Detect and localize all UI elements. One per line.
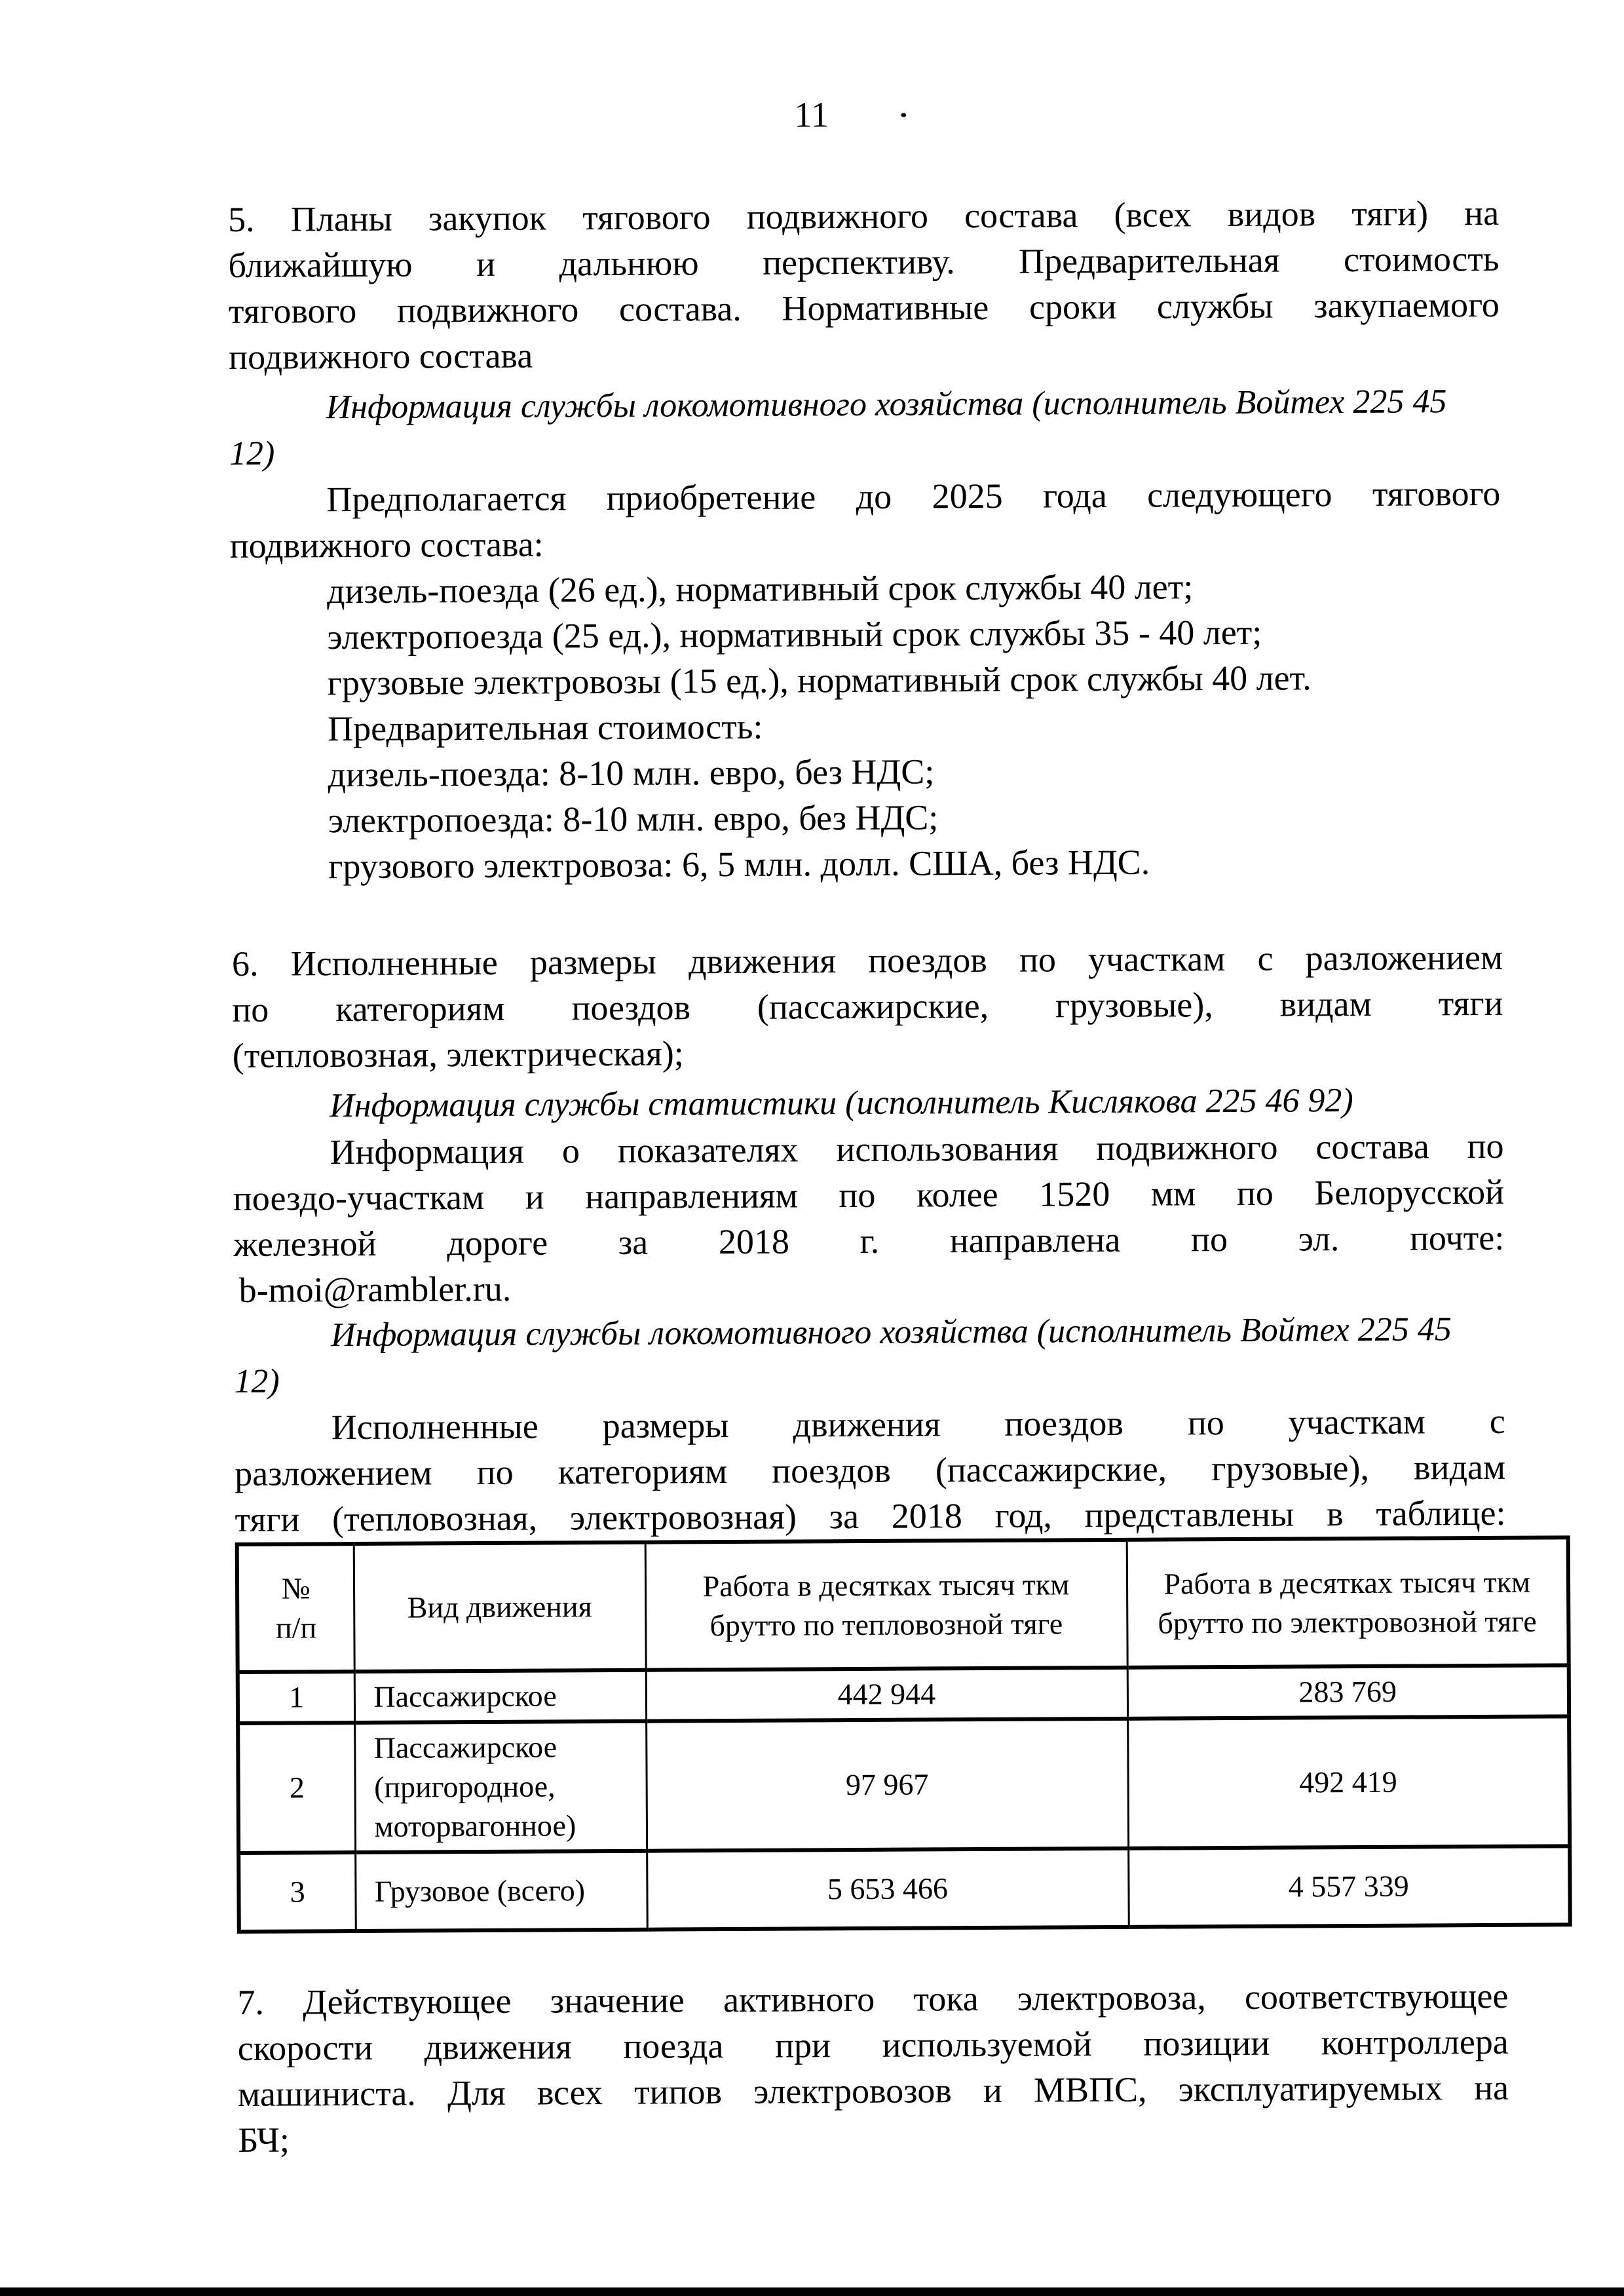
section-6-heading-line: по категориям поездов (пассажирские, грузовые), видам тяги xyxy=(232,983,1503,1030)
paragraph-line: Информация о показателях использования подвижного состава по xyxy=(330,1126,1504,1172)
section-6-sizes-paragraph xyxy=(235,1398,1506,1542)
paragraph-line: тяги (тепловозная, электровозная) за 2018 год, представлены в таблице: xyxy=(235,1493,1506,1539)
header-number xyxy=(237,1544,354,1672)
section-7-heading-line: БЧ; xyxy=(238,2120,290,2160)
section-5-list xyxy=(230,562,1503,890)
paragraph-line: поездо-участкам и направлениям по колее 1520 мм по Белорусской xyxy=(233,1172,1505,1218)
service-note-locomotive: Информация службы локомотивного хозяйства (исполнитель Войтех 225 45 12) xyxy=(234,1311,1452,1400)
movement-type: Пассажирское (пригородное, моторвагонное) xyxy=(354,1721,647,1852)
list-item: электропоезда (25 ед.), нормативный срок службы 35 - 40 лет; xyxy=(327,612,1262,657)
section-7-heading-line: машиниста. Для всех типов электровозов и МВПС, эксплуатируемых на xyxy=(237,2067,1509,2114)
list-item: Предварительная стоимость: xyxy=(328,706,763,749)
scan-edge-artifact xyxy=(0,2287,1624,2296)
header-electric-work: Работа в десятках тысяч ткм брутто по электровозной тяге xyxy=(1127,1537,1569,1668)
movement-type: Пассажирское xyxy=(354,1670,646,1723)
list-item: дизель-поезда (26 ед.), нормативный срок службы 40 лет; xyxy=(326,567,1194,611)
page-number: 11 xyxy=(794,94,829,135)
section-6-info-paragraph xyxy=(233,1123,1504,1313)
service-note-statistics: Информация службы статистики (исполнитель Кислякова 225 46 92) xyxy=(330,1082,1353,1125)
list-item: электропоезда: 8-10 млн. евро, без НДС; xyxy=(328,797,939,841)
section-5-heading-line: ближайшую и дальнюю перспективу. Предварительная стоимость xyxy=(228,239,1500,286)
section-7-heading-line: скорости движения поезда при используемой позиции контроллера xyxy=(237,2021,1509,2068)
section-5-heading-line: 5. Планы закупок тягового подвижного состава (всех видов тяги) на xyxy=(227,193,1500,240)
email-address: b-moi@rambler.ru. xyxy=(238,1269,512,1310)
paragraph-line: разложением по категориям поездов (пассажирские, грузовые), видам xyxy=(234,1447,1506,1493)
header-number-line1: № xyxy=(281,1571,311,1605)
list-item: грузового электровоза: 6, 5 млн. долл. США, без НДС. xyxy=(328,842,1150,887)
movement-type: Грузовое (всего) xyxy=(355,1851,647,1931)
table-header-row xyxy=(237,1537,1569,1672)
electric-value: 4 557 339 xyxy=(1128,1846,1570,1927)
section-5-heading-line: тягового подвижного состава. Нормативные сроки службы закупаемого xyxy=(228,284,1500,332)
list-item: грузовые электровозы (15 ед.), нормативный срок службы 40 лет. xyxy=(327,658,1312,703)
diesel-value: 97 967 xyxy=(646,1719,1128,1851)
row-number: 2 xyxy=(238,1723,355,1853)
paragraph-line: Предполагается приобретение до 2025 года следующего тягового xyxy=(326,473,1501,520)
section-6-heading-line: (тепловозная, электрическая); xyxy=(232,1033,684,1076)
diesel-value: 442 944 xyxy=(646,1668,1127,1721)
header-movement-type: Вид движения xyxy=(354,1542,646,1672)
traffic-work-table xyxy=(235,1535,1572,1934)
table-row xyxy=(238,1716,1570,1853)
header-number-line2: п/п xyxy=(275,1610,317,1645)
header-diesel-work: Работа в десятках тысяч ткм брутто по тепловозной тяге xyxy=(645,1540,1127,1670)
section-7-heading-line: 7. Действующее значение активного тока электровоза, соответствующее xyxy=(237,1976,1509,2022)
row-number: 3 xyxy=(238,1852,356,1932)
section-6-heading xyxy=(232,934,1503,1079)
electric-value: 283 769 xyxy=(1127,1665,1569,1719)
row-number: 1 xyxy=(238,1672,354,1723)
section-5-paragraph xyxy=(229,470,1501,569)
paragraph-line: Исполненные размеры движения поездов по участкам с xyxy=(331,1401,1505,1447)
table-row xyxy=(238,1665,1569,1723)
section-7-heading xyxy=(237,1973,1509,2163)
diesel-value: 5 653 466 xyxy=(647,1848,1129,1930)
list-item: дизель-поезда: 8-10 млн. евро, без НДС; xyxy=(328,752,935,795)
service-note-locomotive: Информация службы локомотивного хозяйства (исполнитель Войтех 225 45 12) xyxy=(229,383,1447,473)
scan-content xyxy=(227,0,1537,2163)
section-5-heading-line: подвижного состава xyxy=(229,335,533,377)
table-row xyxy=(238,1846,1570,1932)
scan-speck xyxy=(901,113,906,117)
section-6-heading-line: 6. Исполненные размеры движения поездов по участкам с разложением xyxy=(231,937,1503,984)
electric-value: 492 419 xyxy=(1127,1716,1570,1848)
paragraph-line: подвижного состава: xyxy=(229,524,544,566)
paragraph-line: железной дороге за 2018 г. направлена по эл. почте: xyxy=(233,1217,1505,1264)
section-5-heading xyxy=(228,190,1500,380)
